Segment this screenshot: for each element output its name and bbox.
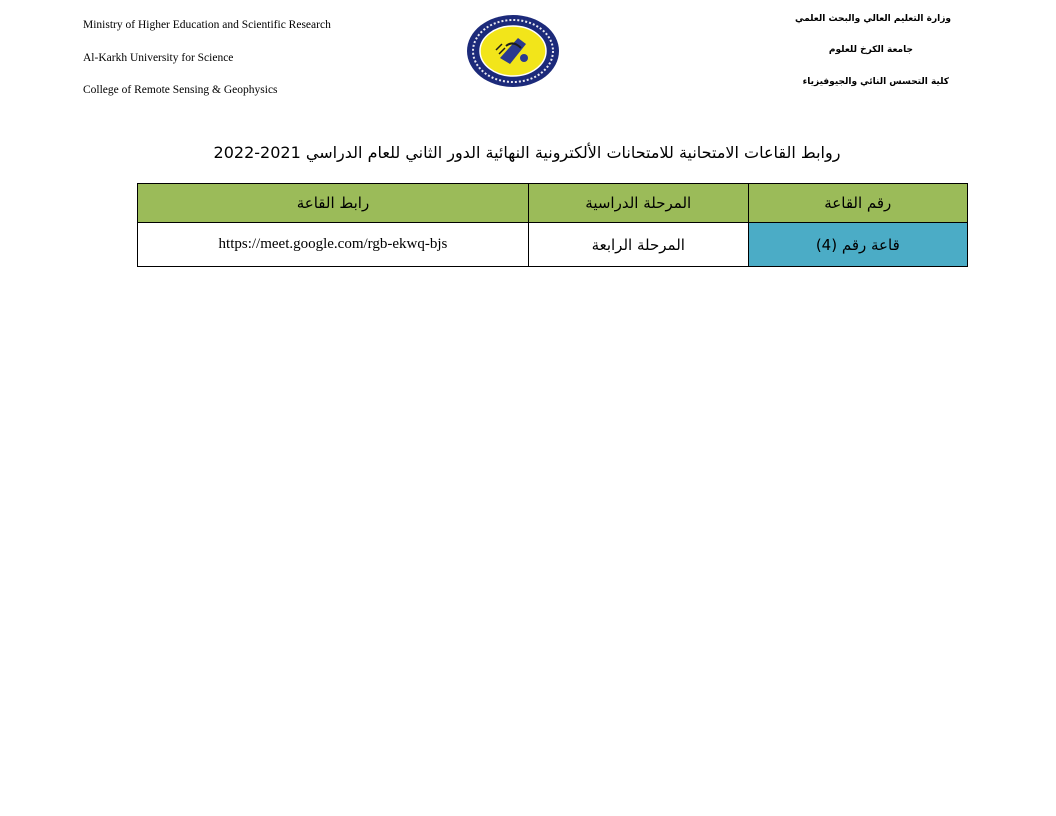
header-room-number: رقم القاعة <box>748 184 967 223</box>
study-stage-cell: المرحلة الرابعة <box>528 223 748 267</box>
header-room-link: رابط القاعة <box>138 184 529 223</box>
table-header-row <box>138 184 968 223</box>
college-name-ar: كلية التحسس النائي والجيوفيزياء <box>802 77 949 87</box>
university-seal-icon <box>466 14 560 88</box>
room-number-cell: قاعة رقم (4) <box>748 223 967 267</box>
university-name-en: Al-Karkh University for Science <box>83 52 234 64</box>
header-study-stage: المرحلة الدراسية <box>528 184 748 223</box>
college-name-en: College of Remote Sensing & Geophysics <box>83 84 278 96</box>
ministry-name-ar: وزارة التعليم العالي والبحث العلمي <box>794 14 951 24</box>
meeting-link[interactable]: https://meet.google.com/rgb-ekwq-bjs <box>138 223 529 267</box>
document-title: روابط القاعات الامتحانية للامتحانات الألكترونية النهائية الدور الثاني للعام الدراسي 2021-2022 <box>213 143 841 162</box>
ministry-name-en: Ministry of Higher Education and Scientific Research <box>83 19 331 31</box>
table-row <box>138 223 968 267</box>
university-name-ar: جامعة الكرخ للعلوم <box>828 45 913 55</box>
exam-rooms-table <box>137 183 968 267</box>
